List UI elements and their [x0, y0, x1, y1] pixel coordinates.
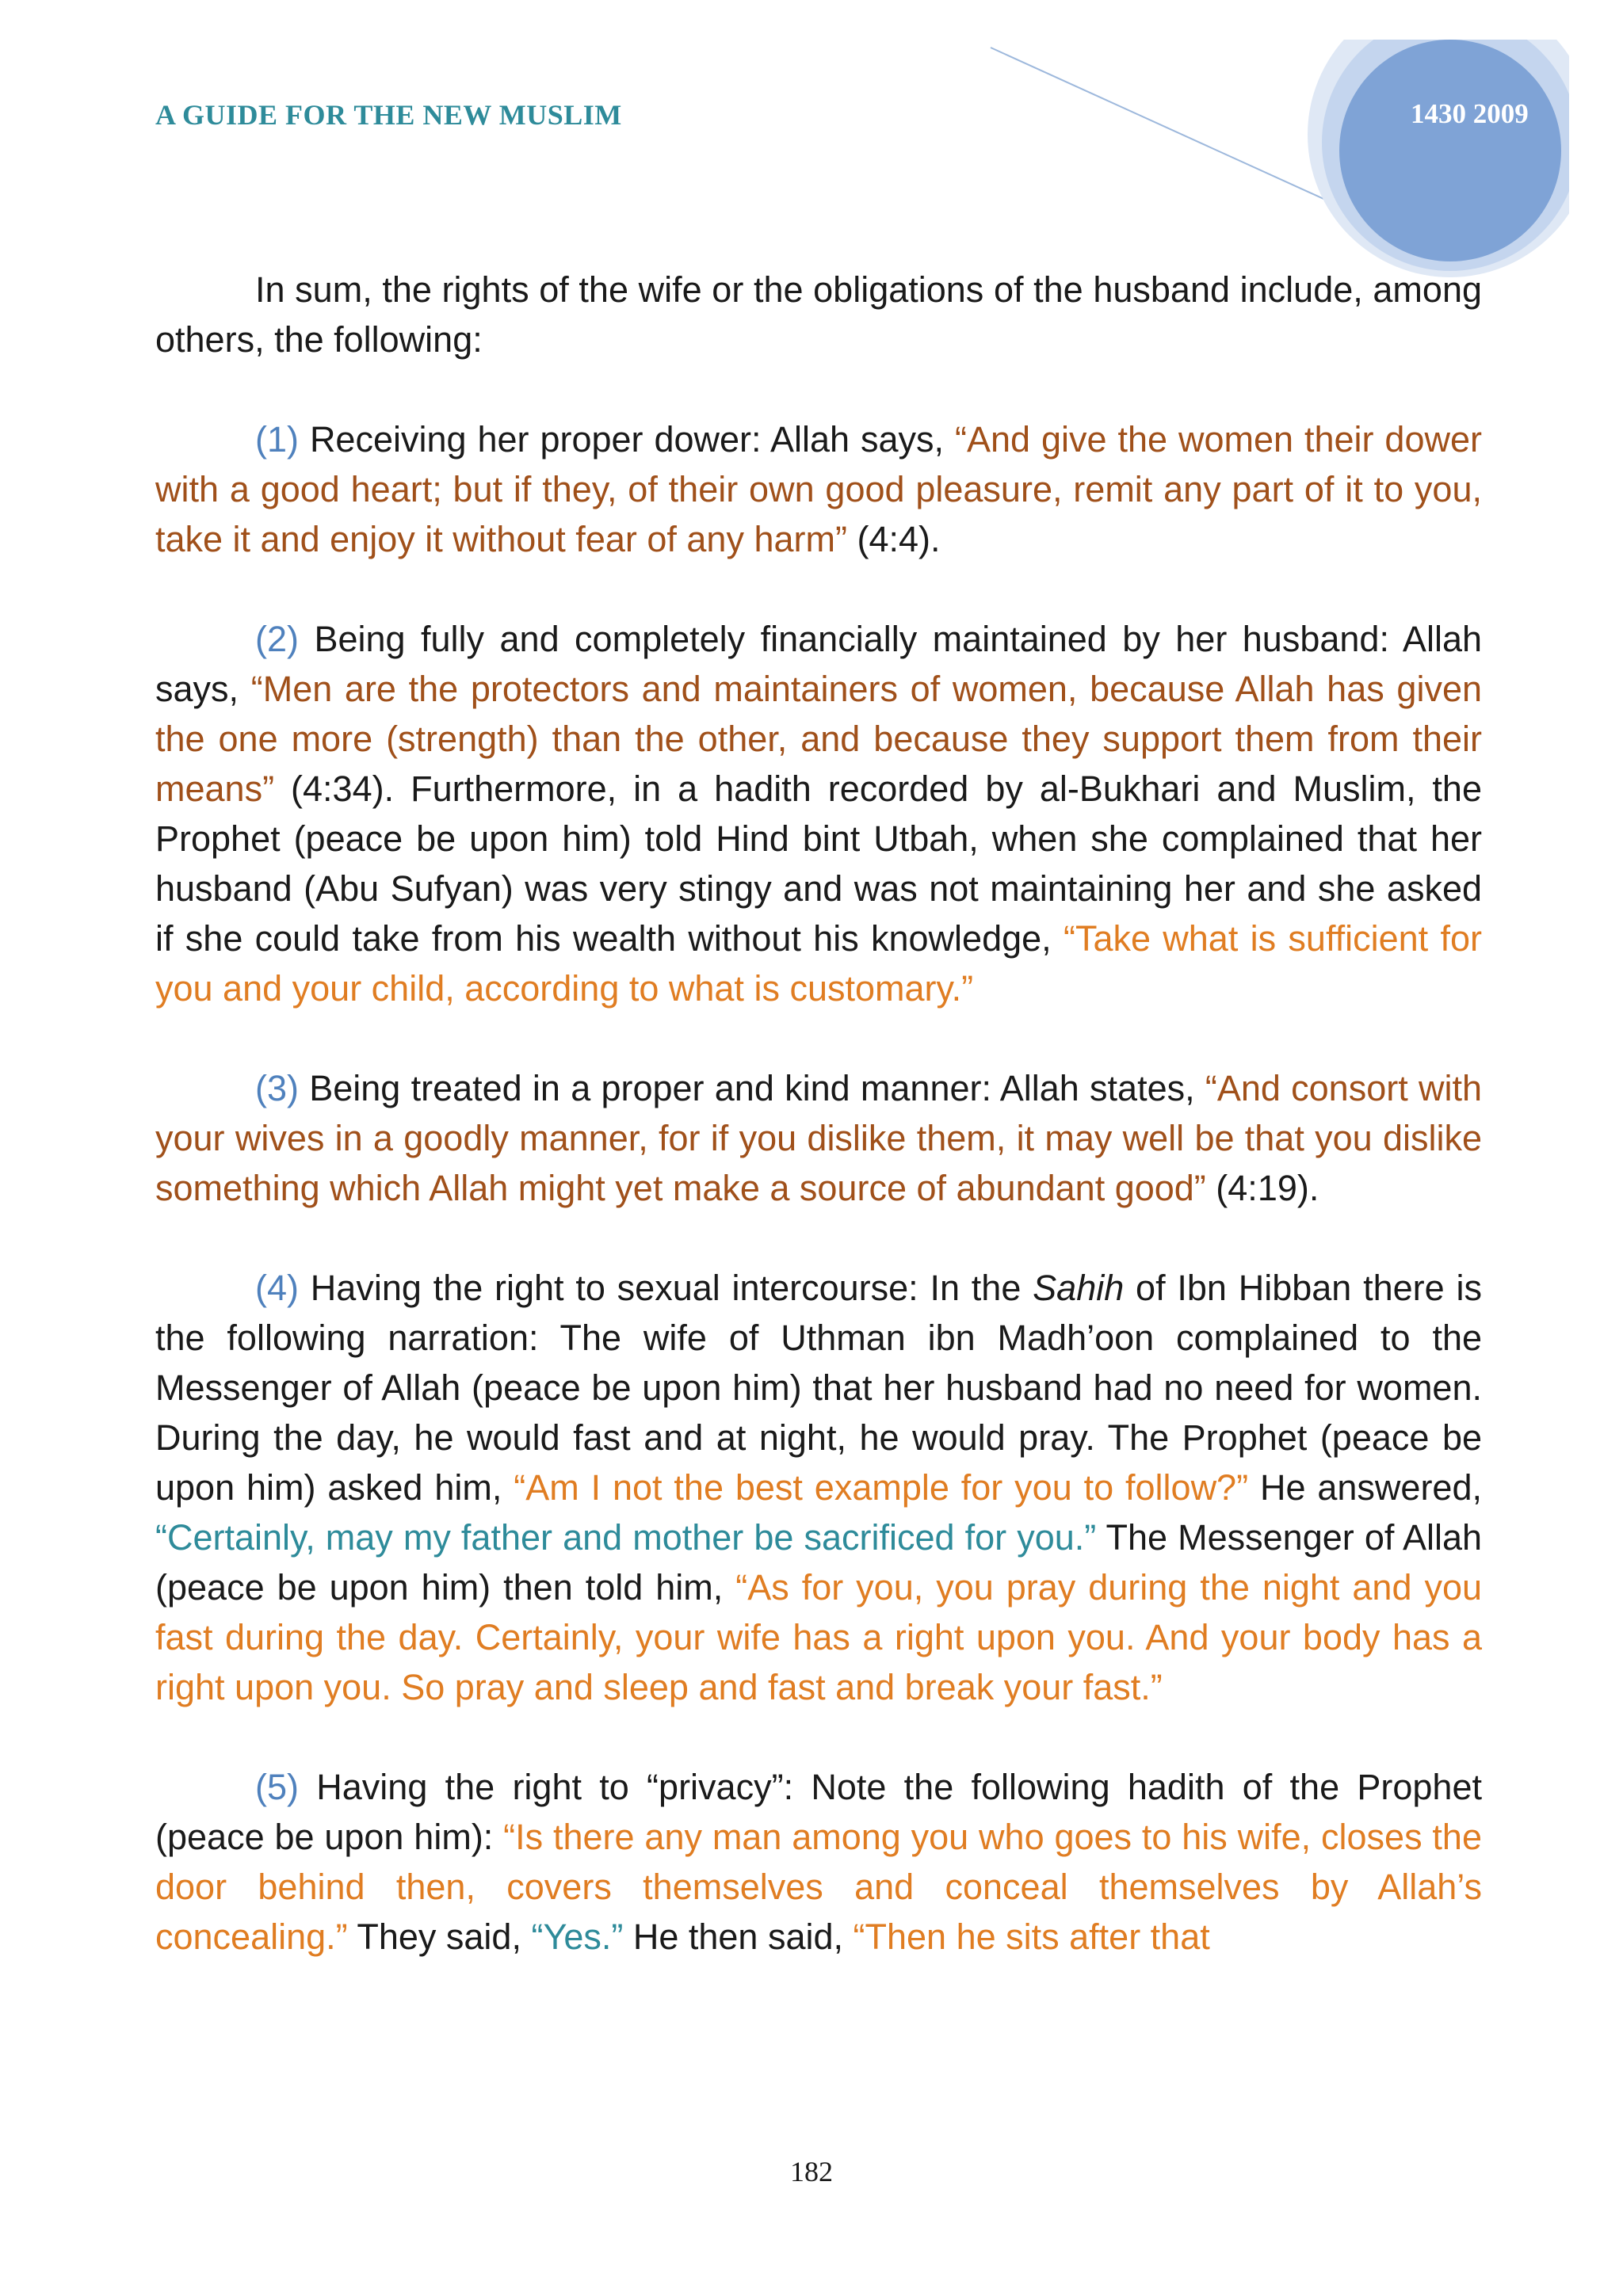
hadith-quote: “As for you, you pray during the night and you fast during the day. Certainly, your wife has a right upon you. And your body has a right upon you. So pray and sleep and fast and break your fast.”: [155, 1567, 1483, 1707]
quran-quote: “And consort with your wives in a goodly manner, for if you dislike them, it may well be that you dislike something which Allah might yet make a source of abundant good”: [155, 1068, 1482, 1208]
hadith-quote: “Take what is sufficient for you and your child, according to what is customary.”: [155, 918, 1482, 1009]
hadith-quote: “Then he sits after that: [853, 1917, 1210, 1957]
page-number: 182: [790, 2156, 833, 2187]
body-text: [155, 265, 1482, 2012]
text: The Messenger of Allah (peace be upon him) then told him,: [155, 1517, 1483, 1608]
year-badge: 1430 2009: [1411, 98, 1529, 129]
item-number: (1): [255, 419, 299, 460]
item-number: (2): [255, 619, 299, 659]
reply-quote: “Certainly, may my father and mother be sacrificed for you.”: [155, 1517, 1097, 1558]
text: Being treated in a proper and kind manner: Allah states,: [299, 1068, 1205, 1108]
right-paragraph-3: [155, 1063, 1482, 1213]
book-title: Sahih: [1033, 1268, 1125, 1308]
text: Receiving her proper dower: Allah says,: [299, 419, 955, 460]
right-paragraph-1: [155, 414, 1482, 564]
text: Having the right to “privacy”: Note the following hadith of the Prophet (peace be upon him):: [155, 1767, 1482, 1857]
item-number: (3): [255, 1068, 299, 1108]
text: (4:34). Furthermore, in a hadith recorded by al-Bukhari and Muslim, the Prophet (peace be upon him) told Hind bint Utbah, when she complained that her husband (Abu Sufyan) was very stingy and was not maintaining her and she asked if she could take from his wealth without his knowledge,: [155, 769, 1482, 959]
header-title: A GUIDE FOR THE NEW MUSLIM: [155, 99, 622, 131]
hadith-quote: “Am I not the best example for you to follow?”: [514, 1467, 1249, 1508]
text: (4:4).: [846, 519, 941, 559]
quran-quote: “Men are the protectors and maintainers of women, because Allah has given the one more (strength) than the other, and because they support them from their means”: [155, 669, 1482, 809]
text: He then said,: [623, 1917, 854, 1957]
header-decoration: [983, 40, 1585, 293]
reply-quote: “Yes.”: [531, 1917, 624, 1957]
intro-paragraph: In sum, the rights of the wife or the obligations of the husband include, among others, the following:: [155, 269, 1482, 360]
text: They said,: [347, 1917, 532, 1957]
text: He answered,: [1248, 1467, 1482, 1508]
hadith-quote: “Is there any man among you who goes to his wife, closes the door behind then, covers themselves and conceal themselves by Allah’s concealing.”: [155, 1817, 1482, 1957]
item-number: (4): [255, 1268, 299, 1308]
text: (4:19).: [1205, 1168, 1319, 1208]
text: Having the right to sexual intercourse: In the: [299, 1268, 1033, 1308]
right-paragraph-2: [155, 614, 1482, 1013]
item-number: (5): [255, 1767, 299, 1807]
text: Being fully and completely financially maintained by her husband: Allah says,: [155, 619, 1482, 709]
text: of Ibn Hibban there is the following narration: The wife of Uthman ibn Madh’oon complained to the Messenger of Allah (peace be upon him) that her husband had no need for women. During the day, he would fast and at night, he would pray. The Prophet (peace be upon him) asked him,: [155, 1268, 1482, 1508]
right-paragraph-5: [155, 1762, 1482, 1962]
quran-quote: “And give the women their dower with a good heart; but if they, of their own good pleasure, remit any part of it to you, take it and enjoy it without fear of any harm”: [155, 419, 1482, 559]
right-paragraph-4: [155, 1263, 1482, 1712]
